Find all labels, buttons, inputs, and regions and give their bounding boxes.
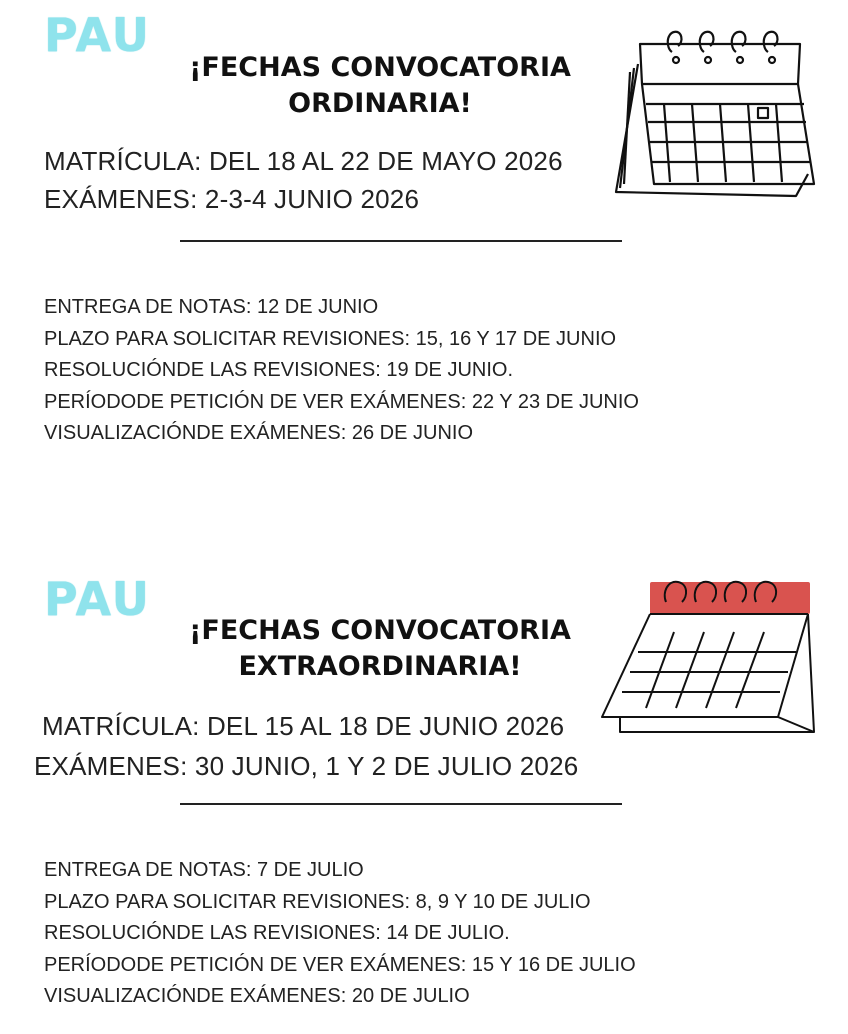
detail-line: RESOLUCIÓNDE LAS REVISIONES: 14 DE JULIO. xyxy=(44,922,510,944)
detail-line: ENTREGA DE NOTAS: 7 DE JULIO xyxy=(44,859,364,881)
calendar-outline-icon xyxy=(608,24,828,214)
divider xyxy=(180,803,622,805)
detail-line: VISUALIZACIÓNDE EXÁMENES: 26 DE JUNIO xyxy=(44,422,473,444)
examenes-text: EXÁMENES: 30 JUNIO, 1 Y 2 DE JULIO 2026 xyxy=(34,751,579,781)
detail-line: VISUALIZACIÓNDE EXÁMENES: 20 DE JULIO xyxy=(44,985,470,1007)
title-line-2: ORDINARIA! xyxy=(288,88,472,119)
matricula-text: MATRÍCULA: DEL 15 AL 18 DE JUNIO 2026 xyxy=(42,711,565,741)
divider xyxy=(180,240,622,242)
detail-line: PERÍODODE PETICIÓN DE VER EXÁMENES: 22 Y 23 DE JUNIO xyxy=(44,390,639,413)
details-list xyxy=(44,292,639,450)
detail-line: PLAZO PARA SOLICITAR REVISIONES: 8, 9 Y 10 DE JULIO xyxy=(44,890,591,913)
detail-line: PERÍODODE PETICIÓN DE VER EXÁMENES: 15 Y 16 DE JULIO xyxy=(44,953,636,976)
section-title xyxy=(170,50,590,122)
detail-line: RESOLUCIÓNDE LAS REVISIONES: 19 DE JUNIO. xyxy=(44,359,514,381)
title-line-1: ¡FECHAS CONVOCATORIA xyxy=(189,52,571,83)
detail-line: ENTREGA DE NOTAS: 12 DE JUNIO xyxy=(44,296,379,318)
title-line-1: ¡FECHAS CONVOCATORIA xyxy=(189,615,571,646)
matricula-text: MATRÍCULA: DEL 18 AL 22 DE MAYO 2026 xyxy=(44,146,563,176)
pau-logo: PAU xyxy=(44,8,152,62)
pau-logo: PAU xyxy=(44,572,152,626)
detail-line: PLAZO PARA SOLICITAR REVISIONES: 15, 16 Y 17 DE JUNIO xyxy=(44,327,617,350)
section-extraordinaria xyxy=(0,517,848,1034)
section-title xyxy=(170,613,590,685)
examenes-text: EXÁMENES: 2-3-4 JUNIO 2026 xyxy=(44,184,420,214)
details-list xyxy=(44,855,636,1013)
title-line-2: EXTRAORDINARIA! xyxy=(238,651,522,682)
calendar-red-header-icon xyxy=(600,572,825,737)
